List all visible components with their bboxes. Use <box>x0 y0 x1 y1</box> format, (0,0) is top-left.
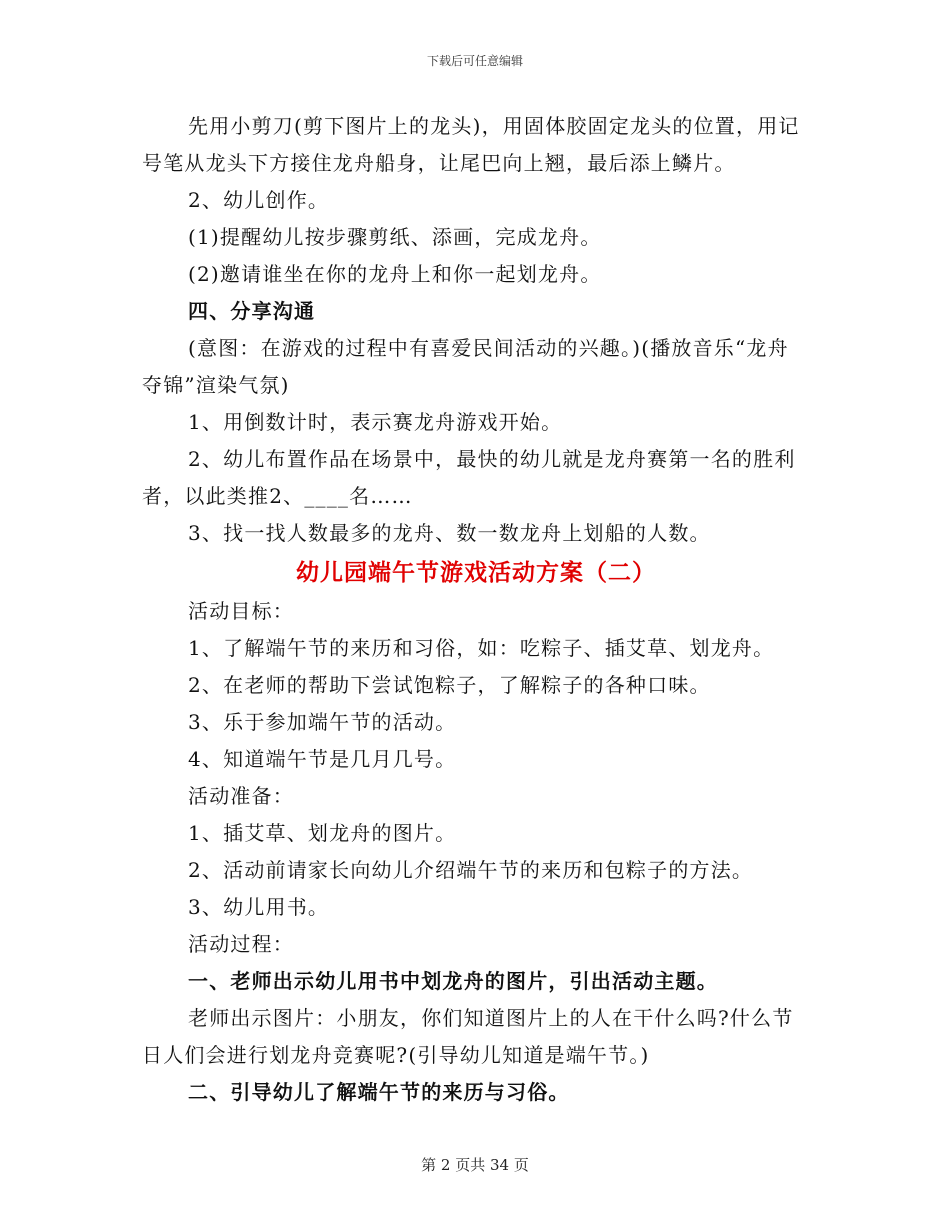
paragraph: 先用小剪刀(剪下图片上的龙头)，用固体胶固定龙头的位置，用记号笔从龙头下方接住龙舟船身，让尾巴向上翘，最后添上鳞片。 <box>142 114 800 175</box>
paragraph: 4、知道端午节是几月几号。 <box>188 747 457 771</box>
paragraph: 3、幼儿用书。 <box>188 895 330 919</box>
paragraph: (1)提醒幼儿按步骤剪纸、添画，完成龙舟。 <box>188 225 602 249</box>
paragraph: 3、乐于参加端午节的活动。 <box>188 710 457 734</box>
paragraph: 1、插艾草、划龙舟的图片。 <box>188 821 457 845</box>
paragraph: 2、在老师的帮助下尝试饱粽子，了解粽子的各种口味。 <box>188 673 711 697</box>
paragraph: 3、找一找人数最多的龙舟、数一数龙舟上划船的人数。 <box>188 521 711 545</box>
section-heading: 一、老师出示幼儿用书中划龙舟的图片，引出活动主题。 <box>188 969 718 993</box>
paragraph: 2、活动前请家长向幼儿介绍端午节的来历和包粽子的方法。 <box>188 858 754 882</box>
section-heading: 二、引导幼儿了解端午节的来历与习俗。 <box>188 1080 570 1104</box>
paragraph: (意图：在游戏的过程中有喜爱民间活动的兴趣。)(播放音乐“龙舟夺锦”渲染气氛) <box>142 336 789 397</box>
paragraph: 1、了解端午节的来历和习俗，如：吃粽子、插艾草、划龙舟。 <box>188 636 775 660</box>
paragraph: 2、幼儿布置作品在场景中，最快的幼儿就是龙舟赛第一名的胜利者，以此类推2、____名…… <box>142 447 796 508</box>
section-heading: 四、分享沟通 <box>188 299 316 323</box>
paragraph: 2、幼儿创作。 <box>188 188 330 212</box>
paragraph: 活动目标： <box>188 599 294 623</box>
paragraph: 1、用倒数计时，表示赛龙舟游戏开始。 <box>188 410 563 434</box>
document-body <box>142 108 810 1111</box>
document-title: 幼儿园端午节游戏活动方案（二） <box>296 559 656 586</box>
paragraph: (2)邀请谁坐在你的龙舟上和你一起划龙舟。 <box>188 262 602 286</box>
paragraph: 活动过程： <box>188 932 294 956</box>
paragraph: 活动准备： <box>188 784 294 808</box>
page-header: 下载后可任意编辑 <box>426 54 523 68</box>
paragraph: 老师出示图片：小朋友，你们知道图片上的人在干什么吗?什么节日人们会进行划龙舟竞赛呢?(引导幼儿知道是端午节。) <box>142 1006 794 1067</box>
page-footer: 第 2 页共 34 页 <box>421 1156 529 1174</box>
